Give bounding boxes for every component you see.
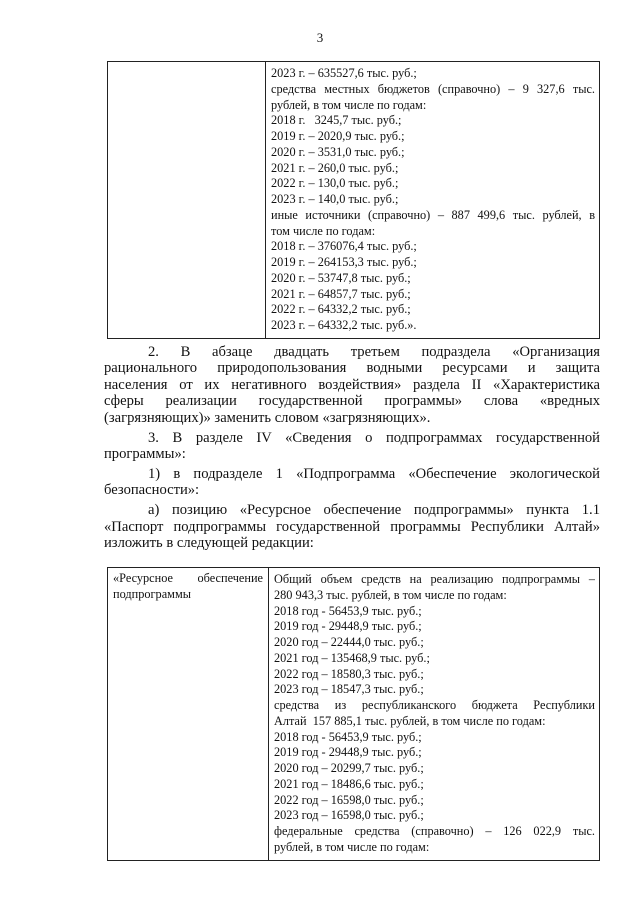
table-line: 2019 г. – 2020,9 тыс. руб.;: [271, 129, 405, 143]
resource-table-new: [107, 567, 600, 861]
table-line: 2019 год - 29448,9 тыс. руб.;: [274, 619, 422, 634]
page-number: 3: [316, 30, 324, 45]
paragraph-item-3-1: [104, 466, 600, 499]
table-line: 2018 г. 3245,7 тыс. руб.;: [271, 113, 402, 128]
table-line: 2018 год - 56453,9 тыс. руб.;: [274, 603, 422, 618]
paragraph-line: «Паспорт подпрограммы государственной программы Республики Алтай»: [104, 518, 600, 535]
table-left-line: «Ресурсное обеспечение: [113, 571, 263, 585]
table-line: 2023 год – 18547,3 тыс. руб.;: [274, 682, 424, 697]
paragraph-item-2: [104, 344, 600, 426]
paragraph-line: 2. В абзаце двадцать третьем подраздела «Организация: [148, 344, 600, 360]
table-line: средства местных бюджетов (справочно) – 9 327,6 тыс.: [271, 81, 595, 96]
table-line: средства из республиканского бюджета Республики: [274, 698, 595, 712]
table-line: 2023 г. – 140,0 тыс. руб.;: [271, 192, 399, 206]
table-line: федеральные средства (справочно) – 126 022,9 тыс.: [274, 824, 595, 838]
paragraph-line: а) позицию «Ресурсное обеспечение подпрограммы» пункта 1.1: [148, 502, 600, 519]
table-line: рублей, в том числе по годам:: [274, 839, 430, 854]
table-line: 2018 г. – 376076,4 тыс. руб.;: [271, 239, 417, 254]
table-line: Общий объем средств на реализацию подпрограммы –: [274, 572, 595, 586]
table-line: 2019 г. – 264153,3 тыс. руб.;: [271, 255, 417, 269]
table-line: 2022 год – 16598,0 тыс. руб.;: [274, 792, 424, 807]
table-left-line: подпрограммы: [113, 586, 191, 601]
paragraph-line: населения от их негативного воздействия» раздела II «Характеристика: [104, 376, 600, 393]
table-line: иные источники (справочно) – 887 499,6 тыс. рублей, в: [271, 207, 595, 222]
table-line: 2021 год – 135468,9 тыс. руб.;: [274, 650, 430, 665]
table-right-cell: [269, 568, 600, 861]
table-line: 2022 год – 18580,3 тыс. руб.;: [274, 666, 424, 681]
table-line: 2022 г. – 64332,2 тыс. руб.;: [271, 302, 411, 317]
table-line: 2020 г. – 3531,0 тыс. руб.;: [271, 144, 405, 159]
table-line: 2019 год - 29448,9 тыс. руб.;: [274, 745, 422, 760]
paragraph-line: безопасности»:: [104, 482, 200, 499]
table-line: рублей, в том числе по годам:: [271, 97, 427, 112]
table-line: 280 943,3 тыс. рублей, в том числе по годам:: [274, 587, 507, 602]
table-line: 2023 год – 16598,0 тыс. руб.;: [274, 808, 424, 823]
paragraph-line: рационального природопользования водными ресурсами и защита: [104, 360, 600, 377]
table-line: 2018 год - 56453,9 тыс. руб.;: [274, 729, 422, 744]
table-line: 2023 г. – 64332,2 тыс. руб.».: [271, 318, 417, 332]
paragraph-item-3-1-a: [104, 502, 600, 551]
paragraph-line: программы»:: [104, 445, 186, 462]
table-right-cell: [266, 62, 600, 339]
table-line: 2020 год – 20299,7 тыс. руб.;: [274, 761, 424, 775]
table-line: 2022 г. – 130,0 тыс. руб.;: [271, 176, 399, 191]
paragraph-line: сферы реализации государственной программы» слова «вредных: [104, 393, 600, 410]
table-line: Алтай 157 885,1 тыс. рублей, в том числе по годам:: [274, 713, 546, 728]
table-line: 2021 г. – 260,0 тыс. руб.;: [271, 160, 399, 175]
paragraph-item-3: [104, 430, 600, 463]
paragraph-line: изложить в следующей редакции:: [104, 535, 314, 552]
table-line: 2021 год – 18486,6 тыс. руб.;: [274, 776, 424, 791]
table-row: [108, 568, 600, 861]
paragraph-line: 1) в подразделе 1 «Подпрограмма «Обеспечение экологической: [148, 465, 600, 482]
table-left-cell: [108, 568, 269, 861]
table-line: 2021 г. – 64857,7 тыс. руб.;: [271, 286, 411, 301]
table-row: [108, 62, 600, 339]
table-line: 2023 г. – 635527,6 тыс. руб.;: [271, 66, 417, 80]
resource-table-continuation: [107, 61, 600, 339]
paragraph-line: 3. В разделе IV «Сведения о подпрограммах государственной: [148, 429, 600, 446]
paragraph-line: (загрязняющих)» заменить словом «загрязняющих».: [104, 409, 431, 426]
table-left-cell: [108, 62, 266, 339]
table-line: 2020 год – 22444,0 тыс. руб.;: [274, 635, 424, 649]
table-line: том числе по годам:: [271, 223, 376, 238]
table-line: 2020 г. – 53747,8 тыс. руб.;: [271, 270, 411, 285]
body-text: [104, 344, 600, 551]
